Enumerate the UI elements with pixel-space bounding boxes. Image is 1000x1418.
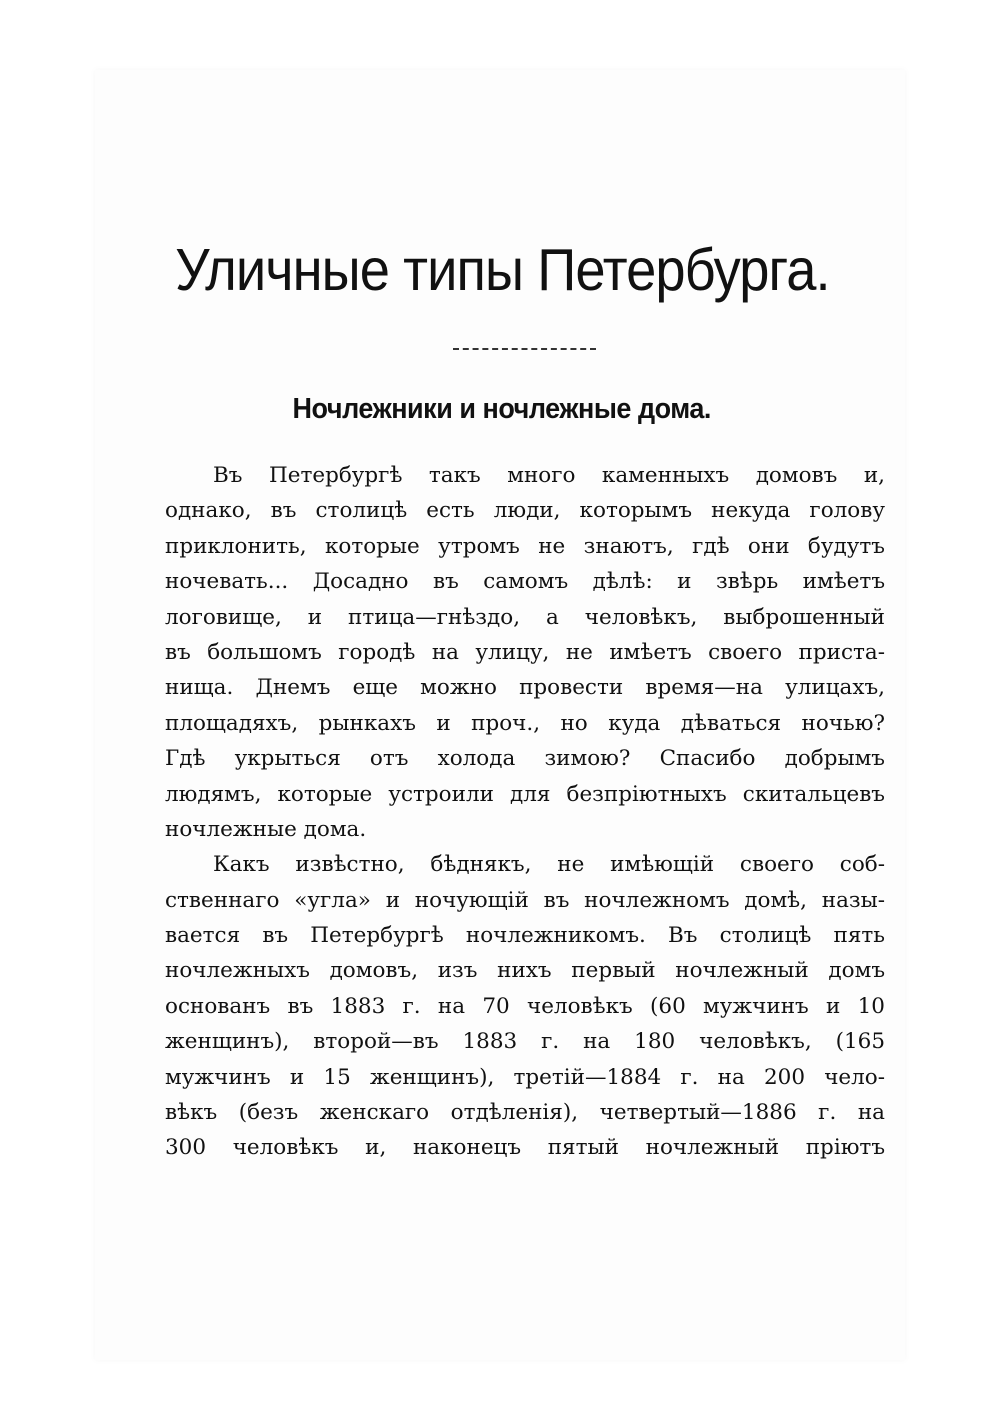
body-text — [165, 458, 885, 1166]
text-line: женщинъ), второй—въ 1883 г. на 180 человѣкъ, (165 — [165, 1029, 885, 1055]
text-line: Какъ извѣстно, бѣднякъ, не имѣющій своего соб- — [213, 852, 885, 878]
text-line: основанъ въ 1883 г. на 70 человѣкъ (60 мужчинъ и 10 — [165, 993, 885, 1019]
text-line: вается въ Петербургѣ ночлежникомъ. Въ столицѣ пять — [165, 923, 885, 949]
text-line: въ большомъ городѣ на улицу, не имѣетъ своего приста- — [165, 639, 885, 665]
text-line: вѣкъ (безъ женскаго отдѣленія), четвертый—1886 г. на — [165, 1100, 885, 1126]
section-heading: Ночлежники и ночлежные дома. — [292, 393, 711, 425]
text-line: ночлежныхъ домовъ, изъ нихъ первый ночлежный домъ — [165, 958, 885, 984]
text-line: однако, въ столицѣ есть люди, которымъ некуда голову — [165, 498, 885, 524]
text-line: нища. Днемъ еще можно провести время—на улицахъ, — [165, 675, 885, 701]
text-line: логовище, и птица—гнѣздо, а человѣкъ, выброшенный — [165, 604, 885, 630]
page-title: Уличные типы Петербурга. — [175, 237, 830, 303]
text-line: приклонить, которые утромъ не знаютъ, гдѣ они будутъ — [165, 533, 885, 559]
text-line: Гдѣ укрыться отъ холода зимою? Спасибо добрымъ — [165, 746, 885, 772]
text-line: мужчинъ и 15 женщинъ), третій—1884 г. на 200 чело- — [165, 1064, 885, 1090]
text-line: ночевать... Досадно въ самомъ дѣлѣ: и звѣрь имѣетъ — [165, 569, 885, 595]
title-divider — [453, 348, 596, 350]
text-line: площадяхъ, рынкахъ и проч., но куда дѣваться ночью? — [165, 710, 885, 736]
text-line: ночлежные дома. — [165, 816, 367, 842]
text-line: Въ Петербургѣ такъ много каменныхъ домовъ и, — [213, 463, 885, 488]
text-line: 300 человѣкъ и, наконецъ пятый ночлежный пріютъ — [165, 1135, 885, 1161]
text-line: людямъ, которые устроили для безпріютныхъ скитальцевъ — [165, 781, 885, 807]
text-line: ственнаго «угла» и ночующій въ ночлежномъ домѣ, назы- — [165, 887, 885, 913]
